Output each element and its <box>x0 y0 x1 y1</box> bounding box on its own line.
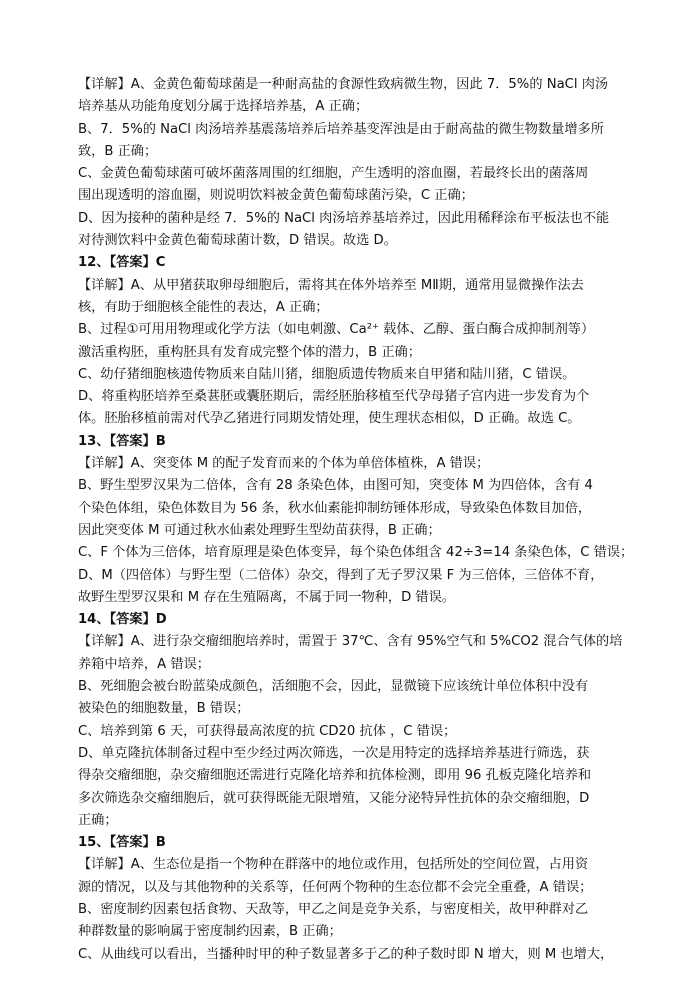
text-line: C、幼仔猪细胞核遗传物质来自陆川猪，细胞质遗传物质来自甲猪和陆川猪，C 错误。 <box>78 366 576 382</box>
answer-heading-15: 15、【答案】B <box>78 835 166 851</box>
text-line: B、7．5%的 NaCl 肉汤培养基震荡培养后培养基变浑浊是由于耐高盐的微生物数量增多所 <box>78 121 604 137</box>
text-line: 得杂交瘤细胞，杂交瘤细胞还需进行克隆化培养和抗体检测，即用 96 孔板克隆化培养和 <box>78 768 592 784</box>
text-line: D、因为接种的菌种是经 7．5%的 NaCl 肉汤培养基培养过，因此用稀释涂布平板法也不能 <box>78 210 610 226</box>
text-line: D、将重构胚培养至桑葚胚或囊胚期后，需经胚胎移植至代孕母猪子宫内进一步发育为个 <box>78 389 590 405</box>
text-line: C、从曲线可以看出，当播种时甲的种子数显著多于乙的种子数时即 N 增大，则 M 也增大， <box>78 946 614 962</box>
text-line: 【详解】A、进行杂交瘤细胞培养时，需置于 37℃、含有 95%空气和 5%CO2 混合气体的培 <box>78 634 623 650</box>
text-line: D、单克隆抗体制备过程中至少经过两次筛选，一次是用特定的选择培养基进行筛选，获 <box>78 745 590 761</box>
text-line: 致，B 正确； <box>78 143 158 159</box>
text-line: 对待测饮料中金黄色葡萄球菌计数，D 错误。故选 D。 <box>78 233 397 249</box>
text-line: 【详解】A、突变体 M 的配子发育而来的个体为单倍体植株，A 错误； <box>78 456 490 472</box>
text-line: 【详解】A、生态位是指一个物种在群落中的地位或作用，包括所处的空间位置，占用资 <box>78 857 589 873</box>
text-line: 围出现透明的溶血圈，则说明饮料被金黄色葡萄球菌污染，C 正确； <box>78 188 474 204</box>
text-line: 源的情况，以及与其他物种的关系等，任何两个物种的生态位都不会完全重叠，A 错误； <box>78 879 593 895</box>
text-line: 种群数量的影响属于密度制约因素，B 正确； <box>78 924 342 940</box>
text-line: 故野生型罗汉果和 M 存在生殖隔离，不属于同一物种，D 错误。 <box>78 589 455 605</box>
text-line: B、野生型罗汉果为二倍体，含有 28 条染色体，由图可知，突变体 M 为四倍体，含有 4 <box>78 478 593 494</box>
answer-heading-14: 14、【答案】D <box>78 612 167 628</box>
text-line: C、培养到第 6 天，可获得最高浓度的抗 CD20 抗体 ，C 错误； <box>78 723 457 739</box>
text-line: 【详解】A、金黄色葡萄球菌是一种耐高盐的食源性致病微生物，因此 7．5%的 NaCl 肉汤 <box>78 77 609 92</box>
text-line: 个染色体组，染色体数目为 56 条，秋水仙素能抑制纺锤体形成，导致染色体数目加倍， <box>78 500 592 516</box>
text-line: 培养基从功能角度划分属于选择培养基，A 正确； <box>78 99 369 115</box>
text-line: 被染色的细胞数量，B 错误； <box>78 701 250 717</box>
text-line: 正确； <box>78 812 118 828</box>
text-line: 体。胚胎移植前需对代孕乙猪进行同期发情处理，使生理状态相似，D 正确。故选 C。 <box>78 411 581 427</box>
text-line: 核，有助于细胞核全能性的表达，A 正确； <box>78 299 329 315</box>
text-line: 多次筛选杂交瘤细胞后，就可获得既能无限增殖，又能分泌特异性抗体的杂交瘤细胞，D <box>78 790 590 806</box>
text-line: 【详解】A、从甲猪获取卵母细胞后，需将其在体外培养至 MⅡ期，通常用显微操作法去 <box>78 277 584 293</box>
text-line: 激活重构胚，重构胚具有发育成完整个体的潜力，B 正确； <box>78 344 421 360</box>
answer-heading-12: 12、【答案】C <box>78 255 166 271</box>
text-line: C、金黄色葡萄球菌可破坏菌落周围的红细胞，产生透明的溶血圈，若最终长出的菌落周 <box>78 166 589 182</box>
text-line: B、密度制约因素包括食物、天敌等，甲乙之间是竞争关系，与密度相关，故甲种群对乙 <box>78 901 589 917</box>
text-line: C、F 个体为三倍体，培育原理是染色体变异，每个染色体组含 42÷3=14 条染色体，C 错误； <box>78 545 634 561</box>
text-line: 养箱中培养，A 错误； <box>78 656 210 672</box>
text-line: D、M（四倍体）与野生型（二倍体）杂交，得到了无子罗汉果 F 为三倍体，三倍体不育， <box>78 567 604 583</box>
text-line: B、过程①可用用物理或化学方法（如电刺激、Ca²⁺ 载体、乙醇、蛋白酶合成抑制剂等） <box>78 322 595 338</box>
text-line: 因此突变体 M 可通过秋水仙素处理野生型幼苗获得，B 正确； <box>78 522 441 538</box>
text-line: B、死细胞会被台盼蓝染成颜色，活细胞不会，因此，显微镜下应该统计单位体积中没有 <box>78 679 589 695</box>
answer-heading-13: 13、【答案】B <box>78 433 166 449</box>
